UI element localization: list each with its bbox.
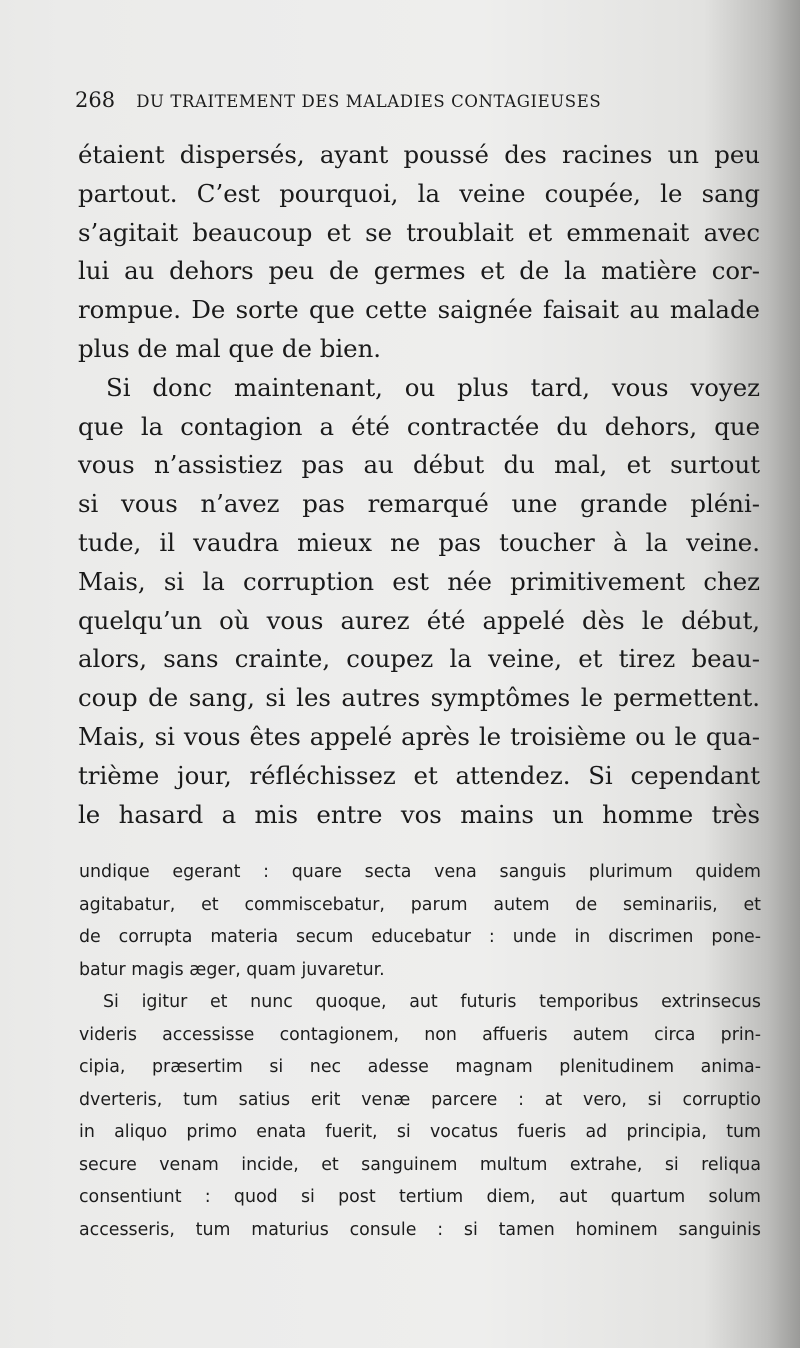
- running-title: DU TRAITEMENT DES MALADIES CONTAGIEUSES: [136, 92, 602, 111]
- page-number: 268: [75, 88, 116, 112]
- footnote-line: accesseris, tum maturius consule : si tamen hominem sanguinis: [79, 1219, 761, 1240]
- footnote-line: dverteris, tum satius erit venæ parcere : at vero, si corruptio: [79, 1089, 761, 1110]
- text-line: Mais, si vous êtes appelé après le troisième ou le qua-: [78, 721, 760, 751]
- footnote-line: videris accessisse contagionem, non affueris autem circa prin-: [79, 1024, 761, 1045]
- latin-footnote-text: [79, 856, 761, 1246]
- text-line: partout. C’est pourquoi, la veine coupée, le sang: [78, 178, 760, 208]
- text-line: étaient dispersés, ayant poussé des racines un peu: [78, 140, 760, 169]
- text-line: tude, il vaudra mieux ne pas toucher à la veine.: [78, 527, 760, 557]
- footnote-line: cipia, præsertim si nec adesse magnam plenitudinem anima-: [79, 1057, 761, 1077]
- text-line: le hasard a mis entre vos mains un homme très: [78, 799, 760, 829]
- footnote-line: undique egerant : quare secta vena sanguis plurimum quidem: [79, 862, 761, 882]
- text-line: coup de sang, si les autres symptômes le permettent.: [78, 683, 760, 713]
- footnote-line: secure venam incide, et sanguinem multum extrahe, si reliqua: [79, 1154, 761, 1175]
- text-line: lui au dehors peu de germes et de la matière cor-: [78, 256, 760, 286]
- footnote-line: batur magis æger, quam juvaretur.: [79, 959, 385, 980]
- footnote-line: in aliquo primo enata fuerit, si vocatus fueris ad principia, tum: [79, 1122, 761, 1142]
- text-line: Mais, si la corruption est née primitivement chez: [78, 566, 760, 596]
- text-line: que la contagion a été contractée du dehors, que: [78, 411, 760, 441]
- text-line: plus de mal que de bien.: [78, 333, 382, 363]
- footnote-line: Si igitur et nunc quoque, aut futuris temporibus extrinsecus: [103, 992, 761, 1012]
- text-line: vous n’assistiez pas au début du mal, et surtout: [78, 450, 760, 480]
- footnote-line: consentiunt : quod si post tertium diem, aut quartum solum: [79, 1187, 761, 1207]
- footnote-line: agitabatur, et commiscebatur, parum autem de seminariis, et: [79, 894, 761, 915]
- text-line: quelqu’un où vous aurez été appelé dès le début,: [78, 605, 760, 635]
- text-line: rompue. De sorte que cette saignée faisait au malade: [78, 295, 760, 325]
- footnote-line: de corrupta materia secum educebatur : unde in discrimen pone-: [79, 927, 761, 947]
- page-header: [75, 88, 765, 112]
- text-line: s’agitait beaucoup et se troublait et emmenait avec: [78, 217, 760, 247]
- text-line: si vous n’avez pas remarqué une grande pléni-: [78, 489, 760, 519]
- text-line: alors, sans crainte, coupez la veine, et tirez beau-: [78, 644, 760, 674]
- text-line: trième jour, réfléchissez et attendez. Si cependant: [78, 760, 760, 790]
- french-main-text: [78, 136, 760, 834]
- text-line: Si donc maintenant, ou plus tard, vous voyez: [106, 372, 760, 402]
